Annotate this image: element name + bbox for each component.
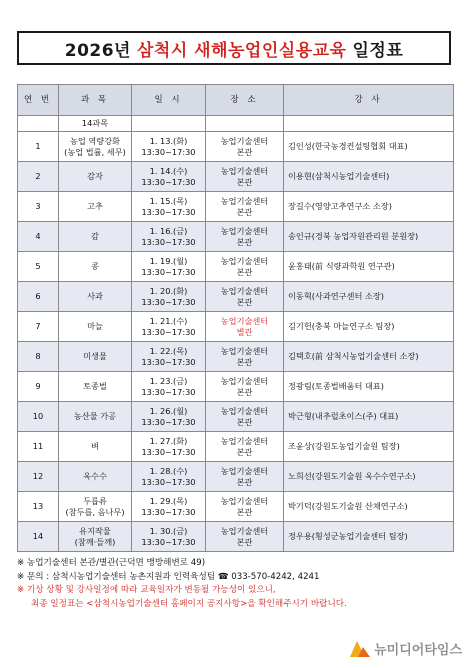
title-program: 삼척시 새해농업인실용교육 [136,40,347,61]
place-building: 본관 [236,266,253,277]
row-number: 14 [18,522,59,552]
subject-name: 콩 [91,261,99,271]
row-subject [59,462,132,492]
row-subject [59,132,132,162]
row-place [206,342,284,372]
row-place [206,132,284,162]
row-number: 8 [18,342,59,372]
row-number: 13 [18,492,59,522]
row-date: 1. 30.(금) [149,525,188,536]
row-time: 13:30~17:30 [141,356,196,367]
place-building: 본관 [236,176,253,187]
table-row [18,432,454,462]
row-time: 13:30~17:30 [141,206,196,217]
place-name: 농업기술센터 [220,255,269,266]
subject-name: 농산물 가공 [73,411,117,421]
title-year: 2026년 [64,40,131,61]
row-number: 3 [18,192,59,222]
row-date: 1. 28.(수) [149,465,188,476]
place-name: 농업기술센터 [220,375,269,386]
row-time: 13:30~17:30 [141,176,196,187]
row-instructor: 노희선(강원도기술원 옥수수연구소) [284,462,454,492]
subject-detail: (농업 법률, 세무) [64,146,126,157]
row-instructor: 정광림(토종벌배움터 대표) [284,372,454,402]
row-place [206,192,284,222]
row-time: 13:30~17:30 [141,326,196,337]
row-subject [59,342,132,372]
watermark [350,639,462,658]
row-date: 1. 16.(금) [149,225,188,236]
table-row [18,462,454,492]
header-instructor: 강 사 [284,85,454,116]
table-row [18,492,454,522]
table-row [18,282,454,312]
row-instructor: 김인성(한국농경컨설팅협회 대표) [284,132,454,162]
row-subject [59,192,132,222]
row-number: 6 [18,282,59,312]
subject-name: 고추 [87,201,103,211]
row-datetime [132,522,206,552]
row-date: 1. 14.(수) [149,165,188,176]
table-row [18,222,454,252]
place-name: 농업기술센터 [220,525,269,536]
watermark-text: 뉴미디어타임스 [374,643,462,658]
row-instructor: 윤홍태(前 식량과학원 연구관) [284,252,454,282]
row-subject [59,522,132,552]
row-place [206,282,284,312]
place-building: 본관 [236,446,253,457]
subject-name: 두릅류 [83,495,107,506]
row-place [206,462,284,492]
row-datetime [132,252,206,282]
note-final-schedule: 최종 일정표는 <삼척시농업기술센터 홈페이지 공지사항>을 확인해주시기 바랍니다. [31,598,347,609]
row-date: 1. 19.(월) [149,255,188,266]
row-time: 13:30~17:30 [141,476,196,487]
place-name: 농업기술센터 [220,225,269,236]
row-date: 1. 27.(화) [149,435,188,446]
place-name: 농업기술센터 [220,285,269,296]
note-warning: ※ 기상 상황 및 강사일정에 따라 교육일자가 변동될 가능성이 있으니, [17,585,276,595]
note-location: ※ 농업기술센터 본관/별관(근덕면 맹방해변로 49) [17,558,206,568]
subject-name: 마늘 [87,321,103,331]
row-number: 7 [18,312,59,342]
row-subject [59,162,132,192]
place-building: 본관 [236,146,253,157]
place-building: 본관 [236,386,253,397]
subject-name: 사과 [87,291,103,301]
table-row [18,402,454,432]
row-number: 9 [18,372,59,402]
place-building: 별관 [236,326,253,337]
table-row [18,162,454,192]
row-instructor: 박근형(내추럴초이스(주) 대표) [284,402,454,432]
row-instructor: 송인규(경북 농업자원관리원 분원장) [284,222,454,252]
subject-name: 벼 [91,441,99,451]
row-subject [59,432,132,462]
row-instructor: 김기헌(충북 마늘연구소 팀장) [284,312,454,342]
header-no: 연 번 [18,85,59,116]
notes-section [17,557,457,611]
row-datetime [132,312,206,342]
subject-detail: (참두릅, 음나무) [65,506,125,517]
row-datetime [132,372,206,402]
place-name: 농업기술센터 [220,435,269,446]
place-name: 농업기술센터 [220,165,269,176]
row-subject [59,282,132,312]
row-number: 11 [18,432,59,462]
row-date: 1. 26.(월) [149,405,188,416]
subject-name: 미생물 [83,351,107,361]
row-datetime [132,162,206,192]
row-subject [59,372,132,402]
row-number: 4 [18,222,59,252]
row-date: 1. 22.(목) [149,345,188,356]
row-datetime [132,192,206,222]
table-row [18,252,454,282]
row-time: 13:30~17:30 [141,506,196,517]
row-instructor: 김택호(前 삼척시농업기술센터 소장) [284,342,454,372]
row-instructor: 박기덕(강원도기술원 산채연구소) [284,492,454,522]
row-subject [59,312,132,342]
row-date: 1. 15.(목) [149,195,188,206]
row-date: 1. 13.(화) [149,135,188,146]
subject-name: 유지작물 [79,525,111,536]
row-time: 13:30~17:30 [141,236,196,247]
title-suffix: 일정표 [352,40,404,61]
row-date: 1. 20.(화) [149,285,188,296]
row-place [206,372,284,402]
table-row [18,522,454,552]
row-date: 1. 21.(수) [149,315,188,326]
row-instructor: 이용현(삼척시농업기술센터) [284,162,454,192]
table-row [18,372,454,402]
table-row [18,192,454,222]
subject-name: 감 [91,231,99,241]
table-header-row [18,85,454,116]
row-subject [59,402,132,432]
place-name: 농업기술센터 [220,465,269,476]
place-name: 농업기술센터 [220,405,269,416]
row-subject [59,492,132,522]
row-datetime [132,462,206,492]
place-name: 농업기술센터 [220,315,269,326]
row-date: 1. 23.(금) [149,375,188,386]
subtotal-label: 14과목 [59,116,132,132]
subject-name: 옥수수 [83,471,107,481]
subject-name: 농업 역량강화 [69,135,121,146]
row-number: 12 [18,462,59,492]
row-datetime [132,132,206,162]
place-building: 본관 [236,206,253,217]
row-place [206,522,284,552]
row-place [206,312,284,342]
place-building: 본관 [236,236,253,247]
schedule-title [17,31,451,65]
row-number: 10 [18,402,59,432]
row-place [206,432,284,462]
row-time: 13:30~17:30 [141,266,196,277]
place-name: 농업기술센터 [220,135,269,146]
table-row [18,342,454,372]
row-datetime [132,342,206,372]
row-datetime [132,432,206,462]
row-number: 5 [18,252,59,282]
row-place [206,162,284,192]
row-instructor: 정우용(횡성군농업기술센터 팀장) [284,522,454,552]
header-subject: 과 목 [59,85,132,116]
row-datetime [132,282,206,312]
row-instructor: 장길수(영양고추연구소 소장) [284,192,454,222]
place-building: 본관 [236,356,253,367]
place-building: 본관 [236,506,253,517]
row-time: 13:30~17:30 [141,296,196,307]
watermark-logo-icon [350,641,370,657]
subtotal-row [18,116,454,132]
header-datetime: 일 시 [132,85,206,116]
note-contact: ※ 문의 : 삼척시농업기술센터 농촌지원과 인력육성팀 ☎ 033-570-4242, 4241 [17,571,320,582]
schedule-table [17,84,454,552]
row-datetime [132,402,206,432]
row-place [206,252,284,282]
row-time: 13:30~17:30 [141,446,196,457]
row-time: 13:30~17:30 [141,386,196,397]
row-place [206,402,284,432]
row-number: 1 [18,132,59,162]
row-instructor: 조윤상(강원도농업기술원 팀장) [284,432,454,462]
place-name: 농업기술센터 [220,345,269,356]
table-row [18,132,454,162]
row-datetime [132,492,206,522]
place-building: 본관 [236,536,253,547]
row-instructor: 이동혁(사과연구센터 소장) [284,282,454,312]
row-number: 2 [18,162,59,192]
row-date: 1. 29.(목) [149,495,188,506]
table-row [18,312,454,342]
header-place: 장 소 [206,85,284,116]
place-name: 농업기술센터 [220,495,269,506]
row-datetime [132,222,206,252]
row-place [206,222,284,252]
row-subject [59,252,132,282]
place-building: 본관 [236,296,253,307]
subject-name: 감자 [87,171,103,181]
subject-name: 토종벌 [83,381,107,391]
place-building: 본관 [236,476,253,487]
row-time: 13:30~17:30 [141,146,196,157]
row-time: 13:30~17:30 [141,536,196,547]
subject-detail: (참깨·들깨) [74,536,116,547]
place-name: 농업기술센터 [220,195,269,206]
row-place [206,492,284,522]
place-building: 본관 [236,416,253,427]
row-time: 13:30~17:30 [141,416,196,427]
row-subject [59,222,132,252]
